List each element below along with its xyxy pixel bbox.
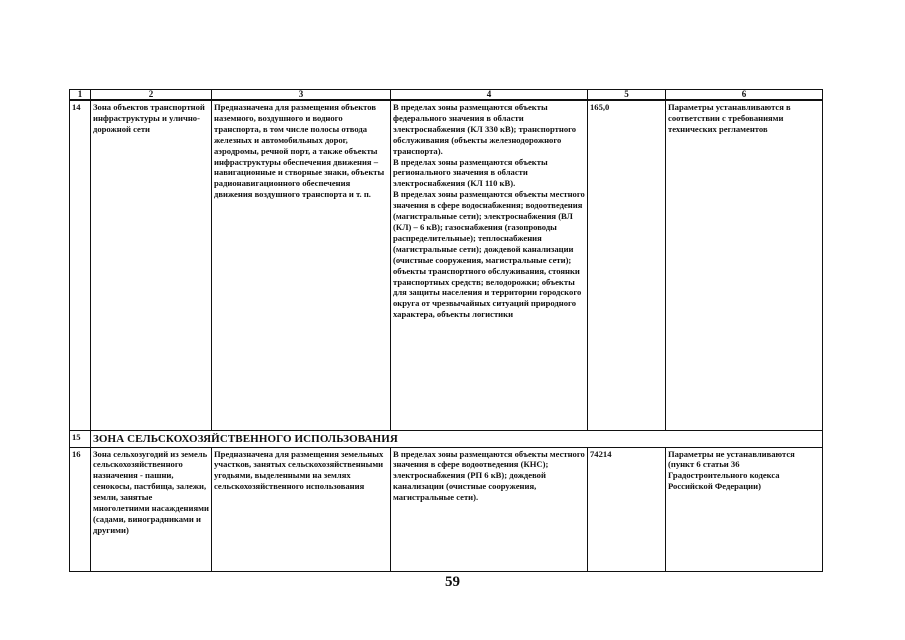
- table-row: [70, 447, 823, 571]
- column-header: 6: [666, 90, 823, 101]
- zone-objects-cell: В пределах зоны размещаются объекты федерального значения в области электроснабжения (КЛ 330 кВ); транспортного обслуживания (объекты железнодорожного транспорта). В пределах зоны размещаются объекты регионального значения в области электроснабжения (КЛ 110 кВ). В пределах зоны размещаются объекты местного значения в сфере водоснабжения; водоотведения (магистральные сети); электроснабжения (ВЛ (КЛ) – 6 кВ); газоснабжения (газопроводы распределительные); теплоснабжения (магистральные сети); дождевой канализации (очистные сооружения, магистральные сети); объекты транспортного обслуживания, стоянки транспортных средств; велодорожки; объекты для защиты населения и территории городского округа от чрезвычайных ситуаций природного характера, объекты логистики: [391, 100, 588, 430]
- column-header: 2: [91, 90, 212, 101]
- column-header: 1: [70, 90, 91, 101]
- table-row: [70, 100, 823, 430]
- zone-params-cell: Параметры не устанавливаются (пункт 6 статьи 36 Градостроительного кодекса Российской Федерации): [666, 447, 823, 571]
- row-number: 15: [70, 430, 91, 447]
- zone-objects-cell: В пределах зоны размещаются объекты местного значения в сфере водоотведения (КНС); электроснабжения (РП 6 кВ); дождевой канализации (очистные сооружения, магистральные сети).: [391, 447, 588, 571]
- page-number: 59: [445, 574, 460, 590]
- table-header-row: [70, 90, 823, 101]
- zone-purpose-cell: Предназначена для размещения земельных участков, занятых сельскохозяйственными угодьями, выделенными на землях сельскохозяйственного использования: [212, 447, 391, 571]
- column-header: 4: [391, 90, 588, 101]
- zone-name-cell: Зона объектов транспортной инфраструктуры и улично-дорожной сети: [91, 100, 212, 430]
- zones-table: [69, 89, 823, 572]
- zone-params-cell: Параметры устанавливаются в соответствии с требованиями технических регламентов: [666, 100, 823, 430]
- column-header: 3: [212, 90, 391, 101]
- section-row: [70, 430, 823, 447]
- section-title: ЗОНА СЕЛЬСКОХОЗЯЙСТВЕННОГО ИСПОЛЬЗОВАНИЯ: [91, 430, 823, 447]
- zone-name-cell: Зона сельхозугодий из земель сельскохозяйственного назначения - пашни, сенокосы, пастбища, залежи, земли, занятые многолетними насаждениями (садами, виноградниками и другими): [91, 447, 212, 571]
- column-header: 5: [588, 90, 666, 101]
- row-number: 14: [70, 100, 91, 430]
- row-number: 16: [70, 447, 91, 571]
- zone-area-cell: 165,0: [588, 100, 666, 430]
- zone-area-cell: 74214: [588, 447, 666, 571]
- zone-purpose-cell: Предназначена для размещения объектов наземного, воздушного и водного транспорта, в том числе полосы отвода железных и автомобильных дорог, аэродромы, речной порт, а также объекты инфраструктуры обеспечения движения – навигационные и створные знаки, объекты радионавигационного обеспечения движения воздушного транспорта и т. п.: [212, 100, 391, 430]
